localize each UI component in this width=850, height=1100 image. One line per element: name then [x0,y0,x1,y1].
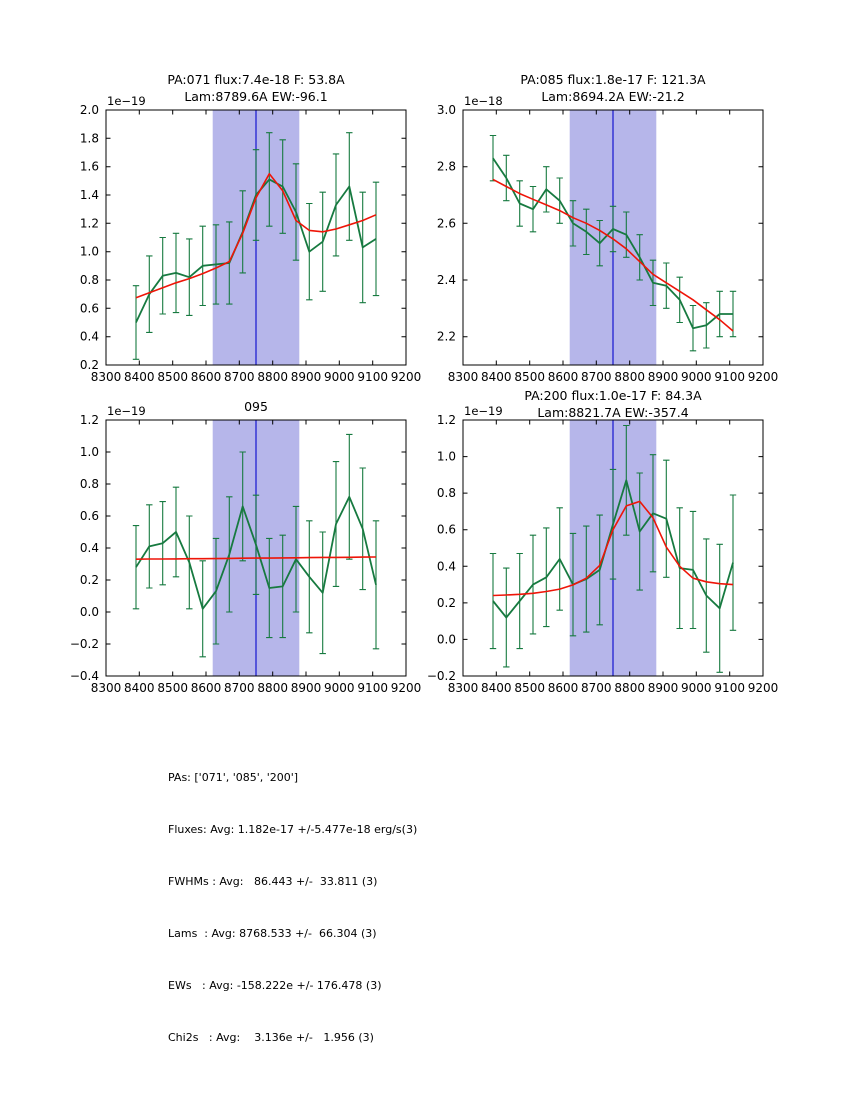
y-tick-label: 1.6 [79,159,99,174]
x-tick-label: 8600 [547,370,579,384]
title-line-2: Lam:8694.2A EW:-21.2 [541,89,685,104]
x-tick-label: 8700 [581,370,612,384]
y-offset-label: 1e−19 [107,404,146,418]
x-tick-label: 9200 [747,681,779,695]
x-tick-label: 8400 [481,681,512,695]
y-tick-label: 0.0 [436,632,456,647]
subplot-095 [70,413,421,695]
x-tick-label: 9000 [324,681,355,695]
y-tick-label: 0.6 [436,522,456,537]
x-tick-label: 8600 [190,681,222,695]
subplot-pa085 [437,103,778,384]
summary-block [168,745,417,1083]
x-tick-label: 8800 [257,681,288,695]
y-tick-label: 0.6 [79,301,99,316]
x-tick-label: 9000 [324,370,355,384]
y-tick-label: −0.4 [69,669,99,683]
summary-ews: EWs : Avg: -158.222e +/- 176.478 (3) [168,979,382,992]
title-line-2: Lam:8789.6A EW:-96.1 [184,89,328,104]
y-tick-label: −0.2 [426,669,456,683]
y-tick-label: −0.2 [69,637,99,651]
title-line-2: 095 [244,399,268,414]
x-tick-label: 8800 [614,681,645,695]
y-tick-label: 0.0 [79,605,99,619]
summary-fluxes: Fluxes: Avg: 1.182e-17 +/-5.477e-18 erg/s(3) [168,823,418,836]
x-tick-label: 9100 [714,370,745,384]
x-tick-label: 8900 [290,370,322,384]
y-tick-label: 1.0 [436,449,456,464]
subplot-title-pa085 [463,71,763,105]
y-offset-label: 1e−19 [107,94,146,108]
subplot-title-095 [106,381,406,415]
x-tick-label: 8300 [447,370,479,384]
x-tick-label: 9100 [714,681,745,695]
y-tick-label: 1.0 [79,445,99,459]
x-tick-label: 8800 [614,370,645,384]
y-tick-label: 2.0 [79,103,99,117]
x-tick-label: 9100 [357,370,388,384]
x-tick-label: 8700 [581,681,612,695]
y-tick-label: 3.0 [436,103,456,117]
title-line-1 [106,381,406,398]
x-tick-label: 8700 [224,370,255,384]
x-tick-label: 8800 [257,370,288,384]
y-tick-label: 1.4 [79,188,99,202]
subplot-title-pa200 [463,387,763,421]
x-tick-label: 8900 [647,681,679,695]
summary-fwhms: FWHMs : Avg: 86.443 +/- 33.811 (3) [168,875,378,888]
x-tick-label: 8300 [90,370,122,384]
x-tick-label: 8600 [547,681,579,695]
fit-line [136,557,376,559]
title-line-2: Lam:8821.7A EW:-357.4 [537,405,689,420]
x-tick-label: 8300 [90,681,122,695]
y-offset-label: 1e−19 [464,404,503,418]
y-tick-label: 0.2 [79,358,99,372]
y-offset-label: 1e−18 [464,94,503,108]
y-tick-label: 2.6 [436,216,456,231]
subplot-pa200 [427,413,778,695]
summary-lams: Lams : Avg: 8768.533 +/- 66.304 (3) [168,927,377,940]
x-tick-label: 8900 [647,370,679,384]
y-tick-label: 1.2 [79,413,99,427]
y-tick-label: 0.4 [436,559,456,574]
x-tick-label: 9000 [681,370,712,384]
x-tick-label: 8300 [447,681,479,695]
x-tick-label: 8400 [124,681,155,695]
y-tick-label: 1.2 [436,413,456,427]
x-tick-label: 8400 [481,370,512,384]
x-tick-label: 8500 [157,370,188,384]
x-tick-label: 8500 [514,681,545,695]
y-tick-label: 1.0 [79,244,99,259]
title-line-1: PA:200 flux:1.0e-17 F: 84.3A [524,388,702,403]
x-tick-label: 8700 [224,681,255,695]
y-tick-label: 2.2 [436,329,456,344]
x-tick-label: 8900 [290,681,322,695]
x-tick-label: 8400 [124,370,155,384]
subplot-pa071 [80,103,421,384]
title-line-1: PA:071 flux:7.4e-18 F: 53.8A [167,72,345,87]
y-tick-label: 0.2 [79,573,99,587]
y-tick-label: 2.4 [436,273,456,287]
x-tick-label: 9200 [390,681,422,695]
y-tick-label: 0.8 [436,486,456,501]
summary-chi2s: Chi2s : Avg: 3.136e +/- 1.956 (3) [168,1031,374,1044]
y-tick-label: 0.8 [79,273,99,287]
y-tick-label: 0.4 [79,541,99,555]
x-tick-label: 9200 [390,370,422,384]
y-tick-label: 0.2 [436,595,456,610]
x-tick-label: 9200 [747,370,779,384]
y-tick-label: 0.8 [79,477,99,491]
y-tick-label: 2.8 [436,159,456,174]
y-tick-label: 0.6 [79,509,99,523]
title-line-1: PA:085 flux:1.8e-17 F: 121.3A [520,72,706,87]
x-tick-label: 8500 [157,681,188,695]
y-tick-label: 1.8 [79,131,99,146]
subplot-title-pa071 [106,71,406,105]
summary-pas: PAs: ['071', '085', '200'] [168,771,299,784]
x-tick-label: 8500 [514,370,545,384]
y-tick-label: 0.4 [79,329,99,344]
y-tick-label: 1.2 [79,216,99,231]
x-tick-label: 8600 [190,370,222,384]
x-tick-label: 9100 [357,681,388,695]
x-tick-label: 9000 [681,681,712,695]
